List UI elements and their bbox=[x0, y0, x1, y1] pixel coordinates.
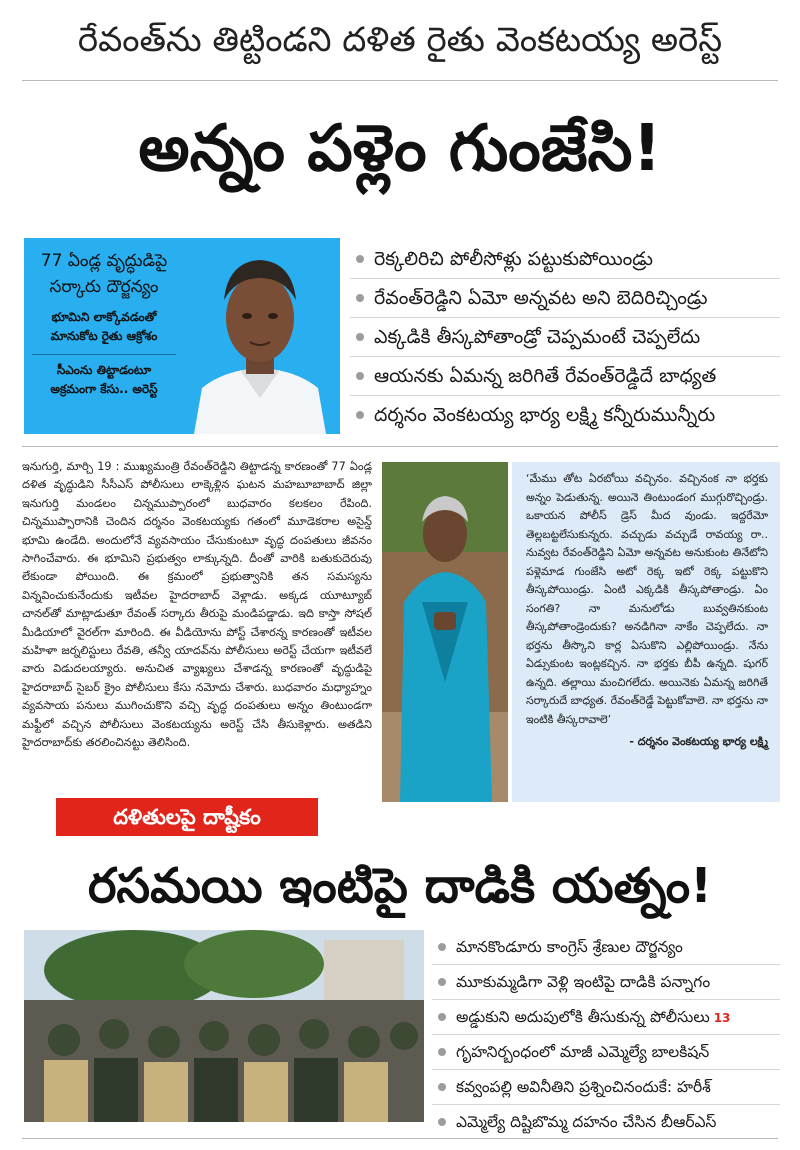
section-label: దళితులపై దాష్టీకం bbox=[56, 798, 318, 836]
divider bbox=[22, 446, 778, 447]
story-body: ఇనుగుర్తి, మార్చి 19 : ముఖ్యమంత్రి రేవంత్‌రెడ్డిని తిట్టాడన్న కారణంతో 77 ఏండ్ల దళిత వృద్ధుడిని సీసీఎస్ పోలీసులు లాక్కెళ్లిన ఘటన మహబూబాబాద్ జిల్లా ఇనుగుర్తి మండలం చిన్నముప్పారంలో బుధవారం కలకలం రేపింది. చిన్నముప్పారానికి చెందిన దర్శనం వెంకటయ్యకు గతంలో మూడెకరాల అసైన్డ్ భూమి ఉండేది. అందులోనే వ్యవసాయం చేసుకుంటూ వృద్ధ దంపతులు జీవనం సాగించేవారు. ఈ భూమిని ప్రభుత్వం లాక్కున్నది. దీంతో వారికి బతుకుదెరువు లేకుండా పోయింది. ఈ క్రమంలో ప్రభుత్వానికి తన సమస్యను విన్నవించుకునేందుకు ఇటీవల హైదరాబాద్ వెళ్లాడు. అక్కడ యూట్యూబ్ చానల్‌తో మాట్లాడుతూ రేవంత్ సర్కారు తీరుపై మండిపడ్డాడు. ఇది కాస్తా సోషల్ మీడియాలో వైరల్‌గా మారింది. ఈ వీడియోను పోస్ట్ చేశారన్న కారణంతో ఇటీవల మహిళా జర్నలిస్టులు రేవతి, తన్వీ యాదవ్‌ను పోలీసులు అరెస్ట్ చేయగా ఇటీవలే వారు విడుదలయ్యారు. అనుచిత వ్యాఖ్యలు చేశాడన్న కారణంతో వృద్ధుడిపై హైదరాబాద్ సైబర్ క్రైం పోలీసులు కేసు నమోదు చేశారు. బుధవారం మధ్యాహ్నం వ్యవసాయ పనులు ముగించుకొని వచ్చి వృద్ధ దంపతులు అన్నం తింటుండగా మఫ్టీలో వచ్చిన పోలీసులు వెంకటయ్యను అరెస్ట్ చేసి తీసుకెళ్లారు. అతడిని హైదరాబాద్‌కు తరలించినట్టు తెలిసింది. bbox=[22, 460, 372, 750]
page-reference: 13 bbox=[713, 1011, 731, 1025]
key-point: రెక్కలిరిచి పోలీసోళ్లు పట్టుకుపోయిండ్రు bbox=[350, 240, 780, 279]
key-point: ఆయనకు ఏమన్న జరిగితే రేవంత్‌రెడ్డిదే బాధ్యత bbox=[350, 357, 780, 396]
key-points-list bbox=[350, 240, 780, 434]
info-line-3: సీఎంను తిట్టాడంటూ అక్రమంగా కేసు.. అరెస్ట్ bbox=[32, 354, 176, 399]
sub-point: మూకుమ్మడిగా వెళ్లి ఇంటిపై దాడికి పన్నాగం bbox=[432, 965, 780, 1000]
wife-portrait-image bbox=[382, 462, 508, 802]
key-point: దర్శనం వెంకటయ్య భార్య లక్ష్మి కన్నీరుమున్నీరు bbox=[350, 396, 780, 434]
main-headline: అన్నం పళ్లెం గుంజేసి! bbox=[138, 112, 662, 186]
crowd-photo bbox=[24, 930, 424, 1122]
info-line-2: భూమిని లాక్కోవడంతో మానుకోట రైతు ఆక్రోశం bbox=[50, 310, 158, 343]
sub-point: మానకొండూరు కాంగ్రెస్ శ్రేణుల దౌర్జన్యం bbox=[432, 930, 780, 965]
kicker-headline: రేవంత్‌ను తిట్టిండని దళిత రైతు వెంకటయ్య అరెస్ట్ bbox=[77, 20, 723, 60]
info-title: 77 ఏండ్ల వృద్ధుడిపై సర్కారు దౌర్జన్యం bbox=[40, 251, 168, 297]
sub-point: గృహనిర్బంధంలో మాజీ ఎమ్మెల్యే బాలకిషన్ bbox=[432, 1035, 780, 1070]
crowd-scene-image bbox=[24, 930, 424, 1122]
divider bbox=[22, 1138, 778, 1139]
wife-photo bbox=[382, 462, 508, 802]
divider bbox=[22, 80, 778, 81]
sub-point: ఎమ్మెల్యే దిష్టిబొమ్మ దహనం చేసిన బీఆర్ఎస్ bbox=[432, 1105, 780, 1139]
quote-text: ‘మేము తోట ఏరబోయి వచ్చినం. వచ్చినంక నా భర్తకు అన్నం పెడుతున్న. అయినె తింటుండంగ ముగ్గురొచ్చిండ్రు. ఒకాయన పోలీస్ డ్రెస్ మీద వుండు. ఇద్దరేమో తెల్లబట్టలేసుకున్నరు. వచ్చుడు వచ్చుడే రావయ్య రా.. నువ్వట రేవంత్‌రెడ్డిని ఏమో అన్నవట అనుకుంట తినేటోని పళ్లెమాడ గుంజేసి అటో రెక్క ఇటో రెక్క పట్టుకొని తీస్కపోయిండ్రు. ఏంటి ఎక్కడికి తీస్కపోతాండ్రు. ఏం సంగతి? నా మనులోడు బువ్వతినకుంట తీస్కపోతాండ్రెందుకు? అనడిగినా నాకేం చెప్పలేదు. నా భర్తను తీస్కొని కార్ల ఏసుకొని ఎల్లిపోయిండ్రు. నేను ఏడ్సుకుంట ఇంట్లకచ్చిన. నా భర్తకు బీపీ ఉన్నది. షుగర్ ఉన్నది. తల్లాయి మంచిగలేదు. అయినెకు ఏమన్న జరిగితే సర్కారుదే బాధ్యత. రేవంత్‌రెడ్డే పెట్టుకోవాలె. నా భర్తను నా ఇంటికి తీస్కరావాలె’ bbox=[526, 472, 768, 726]
second-headline: రసమయి ఇంటిపై దాడికి యత్నం! bbox=[87, 858, 713, 914]
farmer-portrait-image bbox=[184, 238, 336, 434]
farmer-photo bbox=[184, 238, 336, 434]
key-point: రేవంత్‌రెడ్డిని ఏమో అన్నవట అని బెదిరిచ్చిండ్రు bbox=[350, 279, 780, 318]
quote-box bbox=[512, 462, 780, 802]
key-point: ఎక్కడికి తీస్కపోతాండ్రో చెప్పమంటే చెప్పలేదు bbox=[350, 318, 780, 357]
sub-point-text: అడ్డుకుని అదుపులోకి తీసుకున్న పోలీసులు bbox=[456, 1008, 710, 1026]
sub-point: కవ్వంపల్లి అవినీతిని ప్రశ్నించినందుకే: హరీశ్ bbox=[432, 1070, 780, 1105]
quote-attribution: - దర్శనం వెంకటయ్య భార్య లక్ష్మి bbox=[629, 735, 768, 748]
sub-point bbox=[432, 1000, 780, 1035]
top-left-info bbox=[24, 238, 184, 434]
sub-points-list bbox=[432, 930, 780, 1139]
